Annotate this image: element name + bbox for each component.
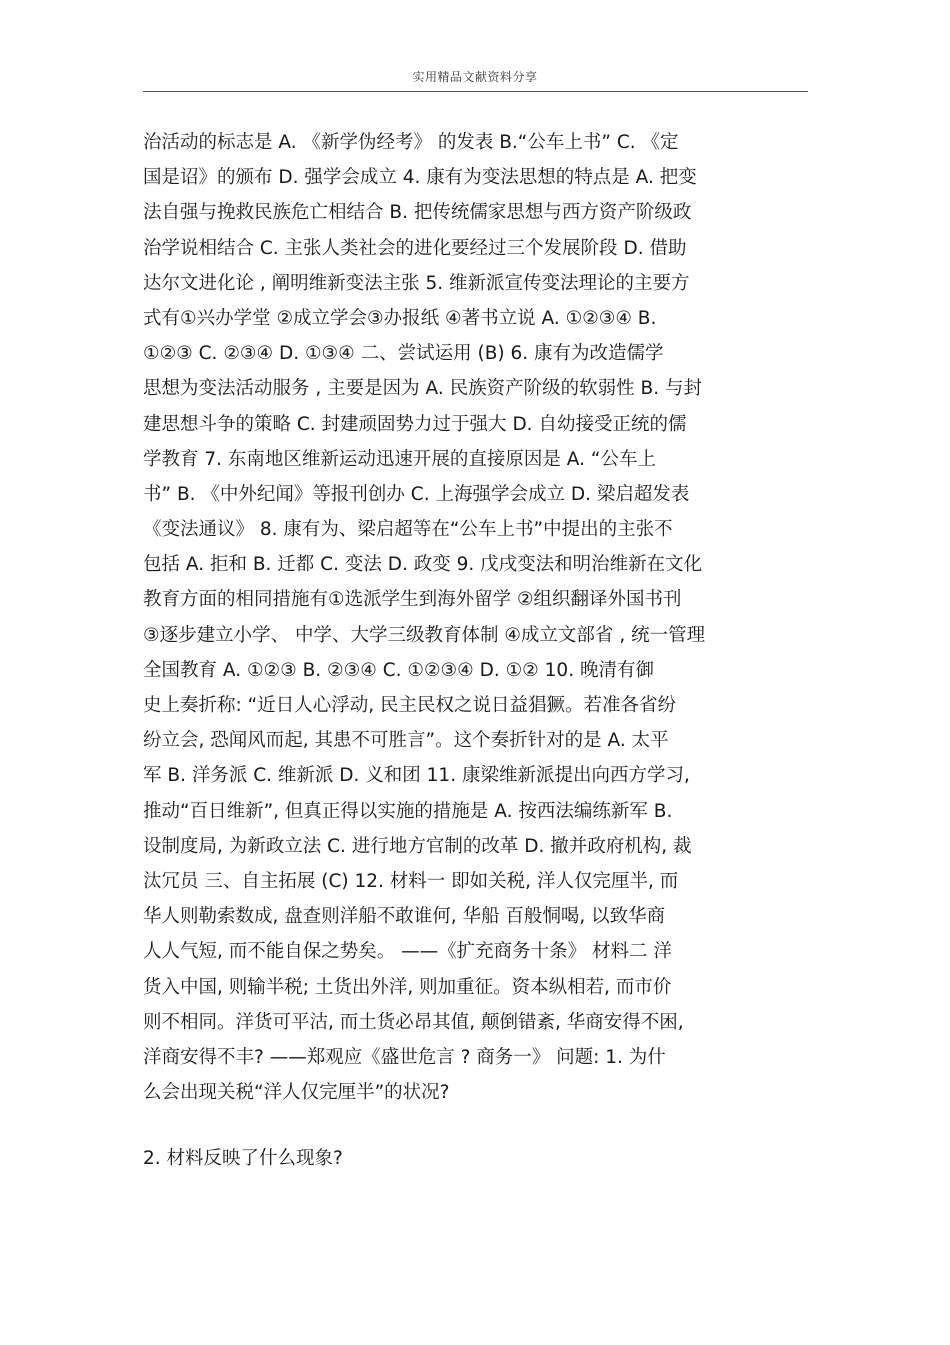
text-line: 设制度局, 为新政立法 C. 进行地方官制的改革 D. 撤并政府机构, 裁 [143, 835, 692, 857]
text-line: 学教育 7. 东南地区维新运动迅速开展的直接原因是 A. “公车上 [143, 448, 656, 470]
text-line: 建思想斗争的策略 C. 封建顽固势力过于强大 D. 自幼接受正统的儒 [143, 413, 687, 435]
header-divider [143, 91, 808, 92]
text-line: 人人气短, 而不能自保之势矣。 ——《扩充商务十条》 材料二 洋 [143, 941, 672, 963]
text-line: 包括 A. 拒和 B. 迁都 C. 变法 D. 政变 9. 戊戌变法和明治维新在文化 [143, 554, 703, 576]
text-line: ①②③ C. ②③④ D. ①③④ 二、尝试运用 (B) 6. 康有为改造儒学 [143, 343, 664, 365]
header-title: 实用精品文献资料分享 [412, 70, 538, 84]
text-line: 治学说相结合 C. 主张人类社会的进化要经过三个发展阶段 D. 借助 [143, 237, 687, 259]
document-body [143, 125, 813, 1110]
text-line: 达尔文进化论 , 阐明维新变法主张 5. 维新派宣传变法理论的主要方 [143, 272, 690, 294]
text-line: 么会出现关税“洋人仅完厘半”的状况? [143, 1082, 450, 1104]
page-header [0, 0, 950, 92]
text-line: 货入中国, 则输半税; 土货出外洋, 则加重征。资本纵相若, 而市价 [143, 976, 672, 998]
text-line: 式有①兴办学堂 ②成立学会③办报纸 ④著书立说 A. ①②③④ B. [143, 307, 657, 329]
text-line: 国是诏》的颁布 D. 强学会成立 4. 康有为变法思想的特点是 A. 把变 [143, 167, 697, 189]
text-line: 教育方面的相同措施有①选派学生到海外留学 ②组织翻译外国书刊 [143, 589, 682, 611]
text-line: ③逐步建立小学、 中学、大学三级教育体制 ④成立文部省 , 统一管理 [143, 624, 706, 646]
text-line: 《变法通议》 8. 康有为、梁启超等在“公车上书”中提出的主张不 [143, 519, 673, 541]
text-line: 军 B. 洋务派 C. 维新派 D. 义和团 11. 康梁维新派提出向西方学习, [143, 765, 690, 787]
text-line: 则不相同。洋货可平沽, 而土货必昂其值, 颠倒错紊, 华商安得不困, [143, 1011, 684, 1033]
text-line: 纷立会, 恐闻风而起, 其患不可胜言”。这个奏折针对的是 A. 太平 [143, 730, 669, 752]
text-line: 法自强与挽救民族危亡相结合 B. 把传统儒家思想与西方资产阶级政 [143, 202, 692, 224]
question-2: 2. 材料反映了什么现象? [143, 1148, 343, 1169]
text-line: 洋商安得不丰? ——郑观应《盛世危言 ? 商务一》 问题: 1. 为什 [143, 1046, 666, 1068]
text-line: 治活动的标志是 A. 《新学伪经考》 的发表 B.“公车上书” C. 《定 [143, 132, 679, 153]
text-line: 华人则勒索数成, 盘查则洋船不敢谁何, 华船 百般恫喝, 以致华商 [143, 906, 666, 928]
text-line: 史上奏折称: “近日人心浮动, 民主民权之说日益猖獗。若准各省纷 [143, 695, 676, 716]
text-line: 书” B. 《中外纪闻》等报刊创办 C. 上海强学会成立 D. 梁启超发表 [143, 483, 690, 505]
text-line: 思想为变法活动服务 , 主要是因为 A. 民族资产阶级的软弱性 B. 与封 [143, 378, 702, 400]
text-line: 全国教育 A. ①②③ B. ②③④ C. ①②③④ D. ①② 10. 晚清有御 [143, 659, 654, 681]
text-line: 推动“百日维新”, 但真正得以实施的措施是 A. 按西法编练新军 B. [143, 800, 673, 822]
text-line: 汰冗员 三、自主拓展 (C) 12. 材料一 即如关税, 洋人仅完厘半, 而 [143, 870, 679, 892]
